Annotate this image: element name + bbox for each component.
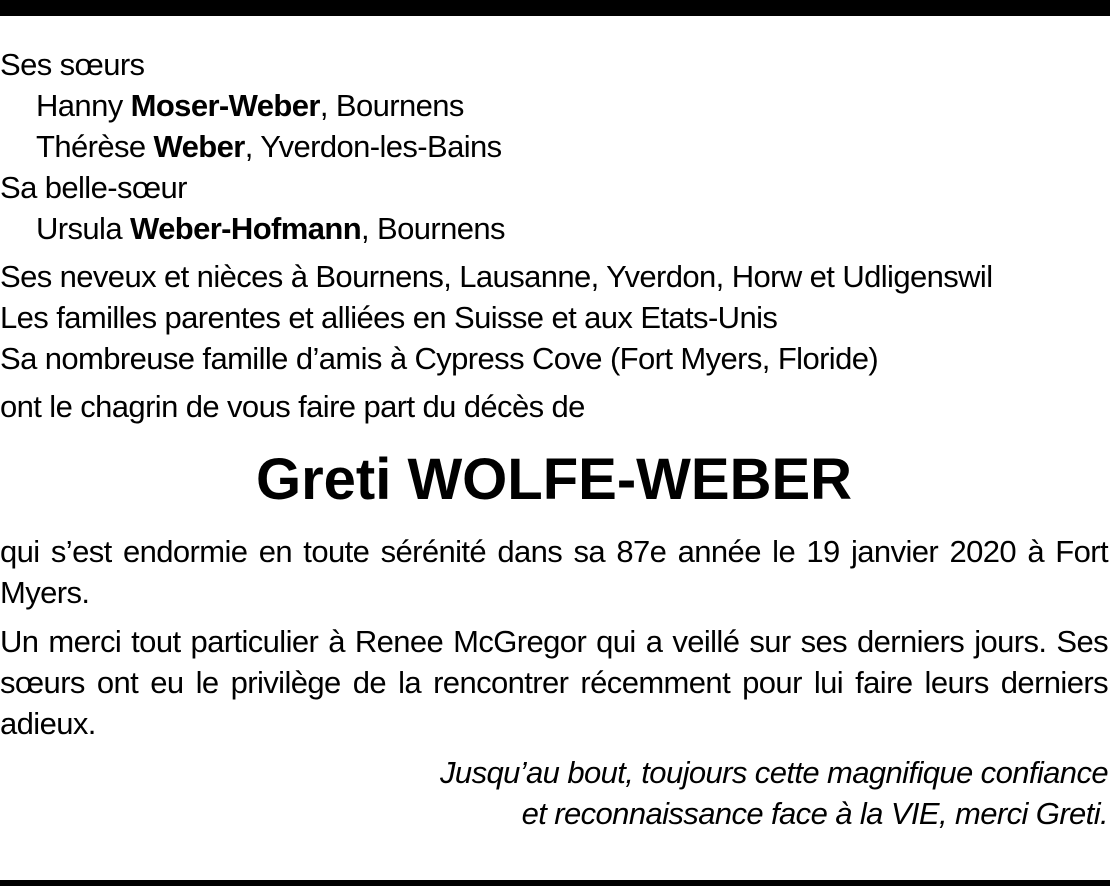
- relatives-line: Sa nombreuse famille d’amis à Cypress Cove (Fort Myers, Floride): [0, 341, 879, 376]
- sister-entry-therese: [0, 126, 1108, 167]
- deceased-name: Greti WOLFE-WEBER: [255, 447, 853, 512]
- sister-in-law-place: , Bournens: [361, 211, 505, 246]
- sister-place: , Bournens: [319, 88, 464, 123]
- relatives-line: Les familles parentes et alliées en Suisse et aux Etats-Unis: [0, 300, 778, 335]
- obituary-notice: [0, 44, 1108, 834]
- sister-entry-hanny: [0, 85, 1108, 126]
- quote-line-1: Jusqu’au bout, toujours cette magnifique confiance: [440, 755, 1108, 790]
- sister-place: , Yverdon-les-Bains: [244, 129, 502, 164]
- sister-in-law-last-name: Weber-Hofmann: [130, 211, 362, 246]
- sister-first-name: Hanny: [36, 88, 131, 123]
- top-border-rule: [0, 0, 1110, 16]
- sister-first-name: Thérèse: [36, 129, 154, 164]
- quote-line-2: et reconnaissance face à la VIE, merci Greti.: [521, 796, 1108, 831]
- death-notice-text: qui s’est endormie en toute sérénité dans sa 87e année le 19 janvier 2020 à Fort Myers.: [0, 534, 1108, 610]
- sister-last-name: Weber: [153, 129, 245, 164]
- closing-quote: [0, 752, 1108, 834]
- thanks-text: Un merci tout particulier à Renee McGregor qui a veillé sur ses derniers jours. Ses sœurs ont eu le privilège de la rencontrer récemment pour lui faire leurs derniers adieux.: [0, 624, 1108, 741]
- relatives-line: Ses neveux et nièces à Bournens, Lausanne, Yverdon, Horw et Udligenswil: [0, 259, 993, 294]
- sister-in-law-first-name: Ursula: [36, 211, 130, 246]
- sister-in-law-entry: [0, 208, 1108, 249]
- bottom-border-rule: [0, 880, 1110, 886]
- sister-in-law-heading: Sa belle-sœur: [0, 170, 187, 205]
- announcement-text: ont le chagrin de vous faire part du décès de: [0, 389, 585, 424]
- sister-last-name: Moser-Weber: [130, 88, 320, 123]
- sisters-heading: Ses sœurs: [0, 47, 145, 82]
